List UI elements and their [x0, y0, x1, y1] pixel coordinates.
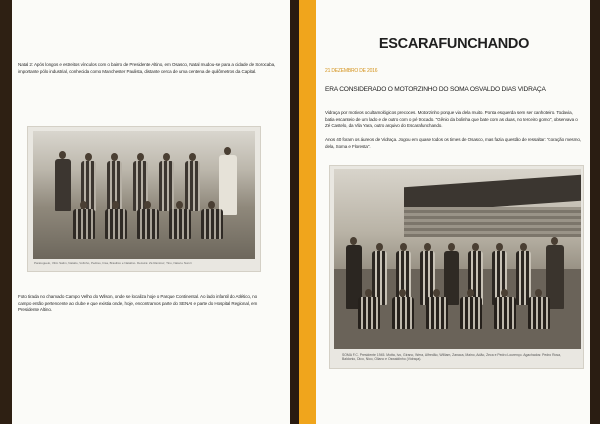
team-photo-left[interactable] — [27, 126, 261, 272]
photo-image — [33, 131, 255, 259]
page-title: ESCARAFUNCHANDO — [378, 36, 530, 52]
book-spine — [290, 0, 316, 424]
photo-caption: Paratuguelo, Vilim Salim, Natalio, Vofinho, Pedrao, Irisa, Brasilico e Natalino. Dezeira: Zé Ramirez, Tino, Natal e Nunzi — [34, 261, 192, 265]
left-paragraph-2: Foto tirada no chamado Campo Velho do Wilson, onde se localiza hoje o Parque Continental. Ao lado infantil do Atlético, no campo então pertencente ao clube e que existia onde, hoje, encontramos parte do SENAI e parte do Hospital Regional, em Presidente Altino. — [18, 294, 258, 313]
right-paragraph-1: Vidraça por motivos ocultamológicos precoces. Motorzinho porque via dela muito. Ponta esquerda sem ser canhoteiro. Todavia, batia escanteio de um lado e de outro com o pé trocado. "Gênio da bolinha que bate com as duas, no terceiro gomo", observava o Zé Castelo, da Vila Yara, outro arquivo do Escarafunchando. — [325, 110, 578, 129]
team-photo-right[interactable] — [329, 165, 584, 369]
right-paragraph-2: Anos 40 foram os áureos de Vidraça. Jogou em quase todos os times de Osasco, mas fazia questão de ressaltar: "coração mesmo, dela, Soma e Floresta". — [325, 137, 581, 149]
photo-caption: SOMA F.C. Presidente 1945. Motta, Ivo, Girano, Wera, Alfredão, William, Zanaca, Maino, Adão, Zeca e Pedro Lourenço. Agachados: Pedro Rosa, Baldonio, Dico, Nico, Oliano e Oswaldinho (Vidraça). — [342, 353, 561, 362]
page-edge-right — [590, 0, 600, 424]
photo-image — [334, 169, 581, 349]
left-paragraph-1: Natal 2: Após longos e estreitos vínculos com o bairro de Presidente Altino, em Osasco, Natal mudou-se para a cidade de Sorocaba, importante pólo industrial, conhecida como Manchester Paulista, distante cerca de uma centena de quilômetros da Capital. — [18, 62, 276, 74]
page-edge-left — [0, 0, 12, 424]
article-headline: ERA CONSIDERADO O MOTORZINHO DO SOMA OSVALDO DIAS VIDRAÇA — [325, 86, 546, 93]
post-date: 21 DEZEMBRO DE 2016 — [325, 68, 378, 74]
